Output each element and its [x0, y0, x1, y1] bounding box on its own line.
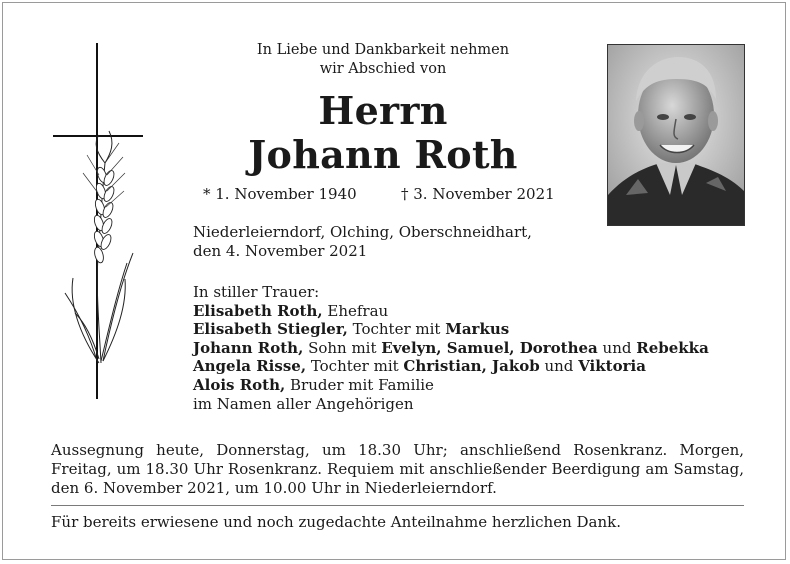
mourner-row: [193, 320, 773, 339]
mourner-children: Evelyn, Samuel, Dorothea: [381, 338, 598, 357]
mourners-closing: im Namen aller Angehörigen: [193, 394, 414, 413]
mourner-relation: Bruder mit Familie: [285, 375, 434, 394]
mourners-list: [193, 283, 773, 413]
intro-text: [183, 41, 583, 79]
mourner-relation: Tochter mit: [347, 320, 446, 339]
deceased-name: Johann Roth: [248, 132, 518, 177]
mourner-name: Elisabeth Stiegler,: [193, 320, 348, 339]
mourner-row: [193, 339, 773, 358]
conjunction: und: [539, 357, 579, 376]
mourner-relation: Ehefrau: [322, 301, 389, 320]
mourner-children: Christian, Jakob: [403, 357, 540, 376]
portrait-photo: [607, 44, 745, 226]
mourner-children: Viktoria: [578, 357, 646, 376]
mourner-name: Elisabeth Roth,: [193, 301, 323, 320]
places: Niederleierndorf, Olching, Oberschneidhart,: [193, 223, 532, 241]
divider: [51, 505, 744, 506]
death-date: † 3. November 2021: [401, 185, 555, 203]
mourner-relation: Tochter mit: [306, 357, 404, 376]
mourner-relation: Sohn mit: [303, 338, 382, 357]
obituary-notice: [2, 2, 786, 560]
mourner-row: [193, 302, 773, 321]
mourner-partner: Markus: [445, 320, 510, 339]
deceased-name-block: [183, 89, 583, 177]
funeral-details: Aussegnung heute, Donnerstag, um 18.30 Uhr; anschließend Rosenkranz. Morgen, Freitag, um 18.30 Uhr Rosenkranz. Requiem mit anschließender Beerdigung am Samstag, den 6. November 2021, um 10.00 Uhr in Niederleierndorf.: [51, 441, 744, 497]
mourner-row: [193, 376, 773, 395]
notice-date: den 4. November 2021: [193, 242, 368, 260]
cross-with-wheat-icon: [49, 43, 149, 403]
mourner-name: Angela Risse,: [193, 357, 307, 376]
intro-line-1: In Liebe und Dankbarkeit nehmen: [256, 42, 510, 58]
location-date: [193, 223, 593, 261]
intro-line-2: wir Abschied von: [319, 61, 447, 77]
mourners-heading: In stiller Trauer:: [193, 283, 320, 301]
thanks-note: Für bereits erwiesene und noch zugedachte Anteilnahme herzlichen Dank.: [51, 513, 621, 531]
portrait-image: [608, 45, 744, 225]
conjunction: und: [597, 338, 637, 357]
mourner-row: [193, 357, 773, 376]
mourner-children: Rebekka: [636, 338, 709, 357]
salutation: Herrn: [318, 88, 448, 133]
mourner-name: Johann Roth,: [193, 338, 304, 357]
mourner-name: Alois Roth,: [193, 375, 286, 394]
birth-date: * 1. November 1940: [203, 185, 357, 203]
